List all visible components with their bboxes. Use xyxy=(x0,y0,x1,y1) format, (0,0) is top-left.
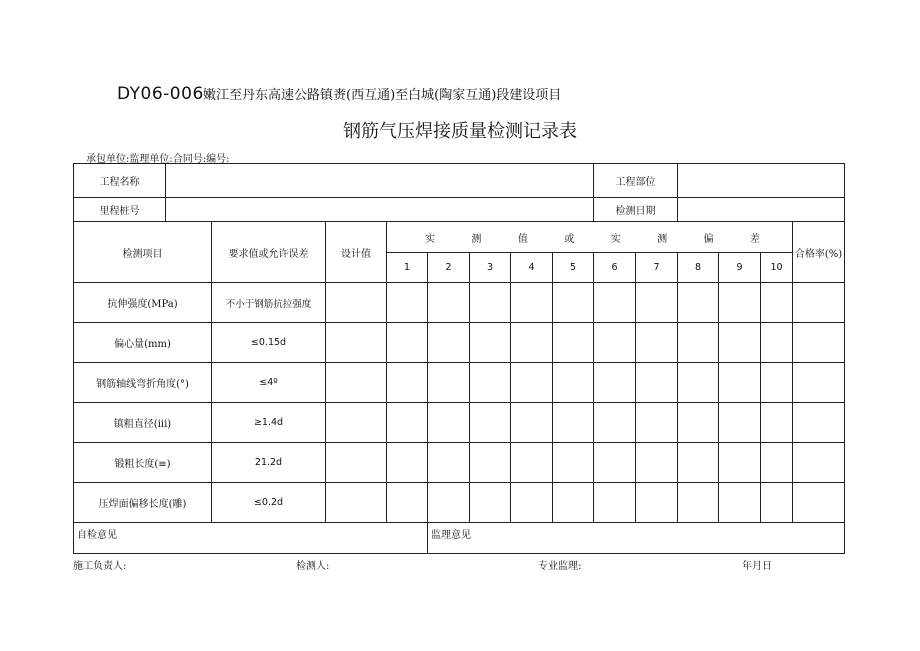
station-label: 里程桩号 xyxy=(74,198,166,222)
table-row xyxy=(74,443,845,483)
project-name-label: 工程名称 xyxy=(74,164,166,198)
table-row xyxy=(74,283,845,323)
supervision-opinion[interactable]: 监理意见 xyxy=(428,523,845,554)
measure-number-header: 9 xyxy=(719,253,761,283)
station-value[interactable] xyxy=(166,198,594,222)
measurement-cell[interactable] xyxy=(470,403,511,443)
measurement-cell[interactable] xyxy=(594,363,636,403)
design-value-cell[interactable] xyxy=(326,403,387,443)
measure-number-header: 10 xyxy=(761,253,793,283)
measure-number-header: 3 xyxy=(470,253,511,283)
design-value-cell[interactable] xyxy=(326,323,387,363)
form-code: DY06-006 xyxy=(117,84,204,104)
row-item: 压焊面偏移长度(雕) xyxy=(74,483,212,523)
measurement-cell[interactable] xyxy=(678,403,719,443)
measurement-cell[interactable] xyxy=(553,283,594,323)
measurement-cell[interactable] xyxy=(387,323,428,363)
pass-rate-cell[interactable] xyxy=(793,363,845,403)
table-row xyxy=(74,403,845,443)
measurement-cell[interactable] xyxy=(719,363,761,403)
row-requirement: ≤4º xyxy=(212,363,326,403)
measurement-cell[interactable] xyxy=(719,403,761,443)
measured-char: 偏 xyxy=(703,233,714,245)
measurement-cell[interactable] xyxy=(678,483,719,523)
row-item: 钢筋轴线弯折角度(°) xyxy=(74,363,212,403)
measurement-cell[interactable] xyxy=(387,403,428,443)
pass-rate-cell[interactable] xyxy=(793,483,845,523)
measurement-cell[interactable] xyxy=(636,443,678,483)
project-part-value[interactable] xyxy=(678,164,845,198)
measurement-cell[interactable] xyxy=(470,443,511,483)
measure-number-header: 4 xyxy=(511,253,553,283)
measurement-cell[interactable] xyxy=(636,403,678,443)
inspect-date-label: 检测日期 xyxy=(594,198,678,222)
measurement-cell[interactable] xyxy=(719,443,761,483)
measurement-cell[interactable] xyxy=(761,283,793,323)
measurement-cell[interactable] xyxy=(511,323,553,363)
measurement-cell[interactable] xyxy=(470,283,511,323)
measurement-cell[interactable] xyxy=(470,323,511,363)
measure-number-header: 6 xyxy=(594,253,636,283)
inspector-label: 检测人: xyxy=(296,561,330,572)
measurement-cell[interactable] xyxy=(428,443,470,483)
measured-char: 测 xyxy=(657,233,668,245)
measurement-cell[interactable] xyxy=(470,483,511,523)
row-item: 偏心量(mm) xyxy=(74,323,212,363)
self-check-opinion[interactable]: 自检意见 xyxy=(74,523,428,554)
measure-number-header: 8 xyxy=(678,253,719,283)
measurement-cell[interactable] xyxy=(761,483,793,523)
project-part-label: 工程部位 xyxy=(594,164,678,198)
col-requirement-header: 要求值或允许误差 xyxy=(212,222,326,283)
measurement-cell[interactable] xyxy=(511,283,553,323)
measurement-cell[interactable] xyxy=(553,403,594,443)
measurement-cell[interactable] xyxy=(428,323,470,363)
design-value-cell[interactable] xyxy=(326,483,387,523)
measurement-cell[interactable] xyxy=(636,483,678,523)
form-title: 钢筋气压焊接质量检测记录表 xyxy=(343,121,577,142)
measurement-cell[interactable] xyxy=(428,283,470,323)
col-pass-rate-header: 合格率(%) xyxy=(793,222,845,283)
measurement-cell[interactable] xyxy=(719,323,761,363)
pass-rate-cell[interactable] xyxy=(793,443,845,483)
measurement-cell[interactable] xyxy=(761,443,793,483)
measurement-cell[interactable] xyxy=(511,483,553,523)
design-value-cell[interactable] xyxy=(326,283,387,323)
pass-rate-cell[interactable] xyxy=(793,403,845,443)
row-item: 锻粗长度(≡) xyxy=(74,443,212,483)
col-design-header: 设计值 xyxy=(326,222,387,283)
row-requirement: 21.2d xyxy=(212,443,326,483)
date-label: 年月日 xyxy=(742,561,772,572)
measure-number-header: 7 xyxy=(636,253,678,283)
measurement-cell[interactable] xyxy=(428,403,470,443)
measured-char: 值 xyxy=(517,233,528,245)
inspection-table xyxy=(73,163,845,554)
measurement-cell[interactable] xyxy=(553,363,594,403)
measurement-cell[interactable] xyxy=(553,483,594,523)
measurement-cell[interactable] xyxy=(387,443,428,483)
measurement-cell[interactable] xyxy=(470,363,511,403)
measurement-cell[interactable] xyxy=(511,363,553,403)
measurement-cell[interactable] xyxy=(636,323,678,363)
col-item-header: 检测项目 xyxy=(74,222,212,283)
measurement-cell[interactable] xyxy=(678,443,719,483)
measured-char: 实 xyxy=(610,233,621,245)
measurement-cell[interactable] xyxy=(428,483,470,523)
measurement-cell[interactable] xyxy=(387,483,428,523)
measurement-cell[interactable] xyxy=(678,323,719,363)
measurement-cell[interactable] xyxy=(511,403,553,443)
supervisor-label: 专业监理: xyxy=(538,561,582,572)
measurement-cell[interactable] xyxy=(761,403,793,443)
measurement-cell[interactable] xyxy=(553,443,594,483)
measurement-cell[interactable] xyxy=(387,283,428,323)
measurement-cell[interactable] xyxy=(553,323,594,363)
measured-char: 测 xyxy=(471,233,482,245)
project-name: 嫩江至丹东高速公路镇赉(西互通)至白城(陶家互通)段建设项目 xyxy=(203,88,562,103)
construction-lead-label: 施工负责人: xyxy=(73,561,127,572)
measurement-cell[interactable] xyxy=(636,283,678,323)
measurement-cell[interactable] xyxy=(594,483,636,523)
table-row xyxy=(74,363,845,403)
row-requirement: ≤0.15d xyxy=(212,323,326,363)
measure-number-header: 2 xyxy=(428,253,470,283)
col-measured-header xyxy=(387,222,793,253)
measurement-cell[interactable] xyxy=(719,283,761,323)
table-row xyxy=(74,323,845,363)
row-requirement: ≥1.4d xyxy=(212,403,326,443)
row-item: 抗伸强度(MPa) xyxy=(74,283,212,323)
row-requirement: 不小于钢筋抗拉强度 xyxy=(212,283,326,323)
measured-char: 差 xyxy=(749,233,760,245)
measure-number-header: 1 xyxy=(387,253,428,283)
inspect-date-value[interactable] xyxy=(678,198,845,222)
measurement-cell[interactable] xyxy=(678,363,719,403)
measurement-cell[interactable] xyxy=(678,283,719,323)
measurement-cell[interactable] xyxy=(594,283,636,323)
row-requirement: ≤0.2d xyxy=(212,483,326,523)
measured-char: 或 xyxy=(564,233,575,245)
pass-rate-cell[interactable] xyxy=(793,323,845,363)
row-item: 镇粗直径(iii) xyxy=(74,403,212,443)
design-value-cell[interactable] xyxy=(326,443,387,483)
measurement-cell[interactable] xyxy=(511,443,553,483)
measurement-cell[interactable] xyxy=(594,403,636,443)
measurement-cell[interactable] xyxy=(719,483,761,523)
measured-char: 实 xyxy=(425,233,435,245)
contract-meta: 承包单位:监理单位:合同号:编号: xyxy=(86,154,230,165)
project-name-value[interactable] xyxy=(166,164,594,198)
measure-number-header: 5 xyxy=(553,253,594,283)
pass-rate-cell[interactable] xyxy=(793,283,845,323)
measurement-cell[interactable] xyxy=(594,443,636,483)
design-value-cell[interactable] xyxy=(326,363,387,403)
measurement-cell[interactable] xyxy=(387,363,428,403)
measurement-cell[interactable] xyxy=(594,323,636,363)
measurement-cell[interactable] xyxy=(428,363,470,403)
measurement-cell[interactable] xyxy=(636,363,678,403)
measurement-cell[interactable] xyxy=(761,323,793,363)
measurement-cell[interactable] xyxy=(761,363,793,403)
table-row xyxy=(74,483,845,523)
